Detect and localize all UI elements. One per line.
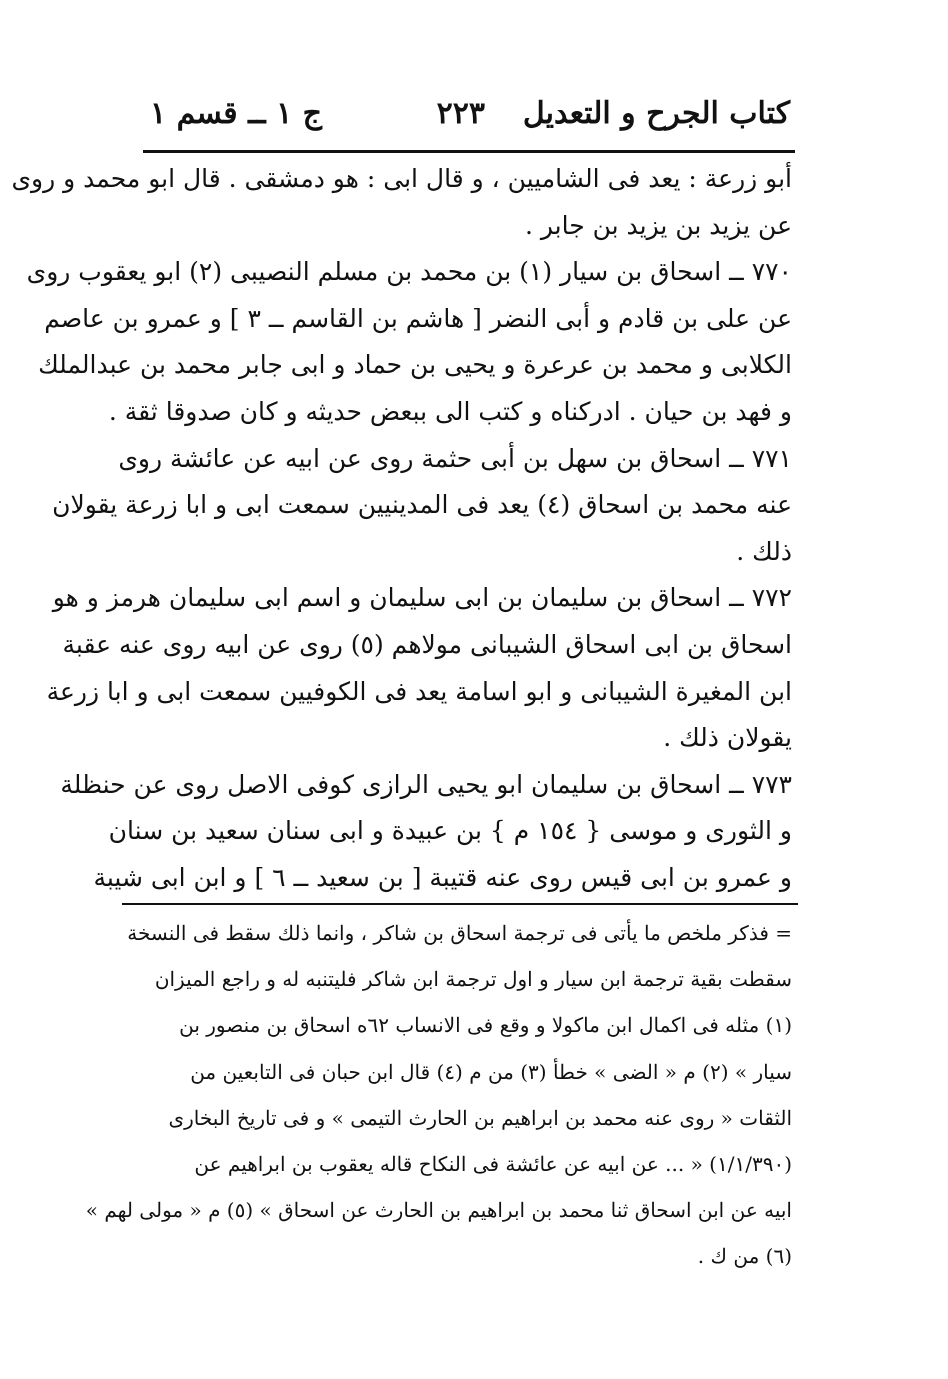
text-line: ٧٧١ ــ اسحاق بن سهل بن أبى حثمة روى عن ابيه عن عائشة روى bbox=[118, 443, 792, 473]
footnote-line: = فذكر ملخص ما يأتى فى ترجمة اسحاق بن شاكر ، وانما ذلك سقط فى النسخة bbox=[127, 921, 792, 945]
footnote-line: الثقات « روى عنه محمد بن ابراهيم بن الحارث التيمى » و فى تاريخ البخارى bbox=[168, 1105, 792, 1130]
entry-770 bbox=[26, 249, 792, 435]
footnote-line: ابيه عن ابن اسحاق ثنا محمد بن ابراهيم بن الحارث عن اسحاق » (٥) م « مولى لهم » bbox=[85, 1198, 792, 1223]
text-line: أبو زرعة : يعد فى الشاميين ، و قال ابى : هو دمشقى . قال ابو محمد و روى bbox=[11, 164, 792, 193]
page-number: ٢٢٣ bbox=[436, 96, 485, 131]
text-line: و الثورى و موسى { ١٥٤ م } بن عبيدة و ابى سنان سعيد بن سنان bbox=[108, 816, 792, 846]
text-line: ٧٧٠ ــ اسحاق بن سيار (١) بن محمد بن مسلم النصيبى (٢) ابو يعقوب روى bbox=[26, 257, 792, 287]
text-line: ابن المغيرة الشيبانى و ابو اسامة يعد فى الكوفيين سمعت ابى و ابا زرعة bbox=[46, 676, 792, 706]
text-line: و عمرو بن ابى قيس روى عنه قتيبة [ بن سعيد ــ ٦ ] و ابن ابى شيبة bbox=[93, 862, 792, 892]
footnotes bbox=[85, 910, 792, 1280]
book-title: كتاب الجرح و التعديل bbox=[522, 96, 790, 131]
text-line: الكلابى و محمد بن عرعرة و يحيى بن حماد و ابى جابر محمد بن عبدالملك bbox=[38, 350, 792, 380]
entry-771 bbox=[52, 436, 792, 576]
text-line: عنه محمد بن اسحاق (٤) يعد فى المدينيين سمعت ابى و ابا زرعة يقولان bbox=[52, 490, 792, 520]
page-header bbox=[150, 96, 790, 146]
footnote-line: سقطت بقية ترجمة ابن سيار و اول ترجمة ابن شاكر فليتنبه له و راجع الميزان bbox=[154, 967, 792, 992]
footnote-line: سيار » (٢) م « الضى » خطأ (٣) من م (٤) قال ابن حبان فى التابعين من bbox=[190, 1059, 792, 1084]
text-line: عن يزيد بن يزيد بن جابر . bbox=[524, 210, 792, 240]
footnote-line: (١) مثله فى اكمال ابن ماكولا و وقع فى الانساب ٦٢ه اسحاق بن منصور بن bbox=[179, 1013, 792, 1038]
text-line: ذلك . bbox=[736, 536, 792, 566]
entry-772 bbox=[46, 575, 792, 761]
entry-773 bbox=[60, 762, 792, 902]
footnote-line: (٦) من ك . bbox=[697, 1244, 792, 1269]
text-line: عن على بن قادم و أبى النضر [ هاشم بن القاسم ــ ٣ ] و عمرو بن عاصم bbox=[44, 303, 792, 333]
main-text bbox=[11, 156, 792, 902]
volume-part: ج ١ ــ قسم ١ bbox=[150, 96, 323, 131]
text-line: و فهد بن حيان . ادركناه و كتب الى ببعض حديثه و كان صدوقا ثقة . bbox=[108, 396, 792, 426]
text-line: ٧٧٣ ــ اسحاق بن سليمان ابو يحيى الرازى كوفى الاصل روى عن حنظلة bbox=[60, 769, 792, 799]
text-line: ٧٧٢ ــ اسحاق بن سليمان بن ابى سليمان و اسم ابى سليمان هرمز و هو bbox=[52, 583, 792, 613]
text-line: يقولان ذلك . bbox=[663, 723, 792, 753]
text-line: اسحاق بن ابى اسحاق الشيبانى مولاهم (٥) روى عن ابيه روى عنه عقبة bbox=[62, 629, 792, 659]
footnote-line: (١/١/٣٩٠) « ... عن ابيه عن عائشة فى النكاح قاله يعقوب بن ابراهيم عن bbox=[194, 1151, 792, 1176]
footnote-rule bbox=[122, 903, 798, 905]
header-rule bbox=[143, 150, 795, 153]
